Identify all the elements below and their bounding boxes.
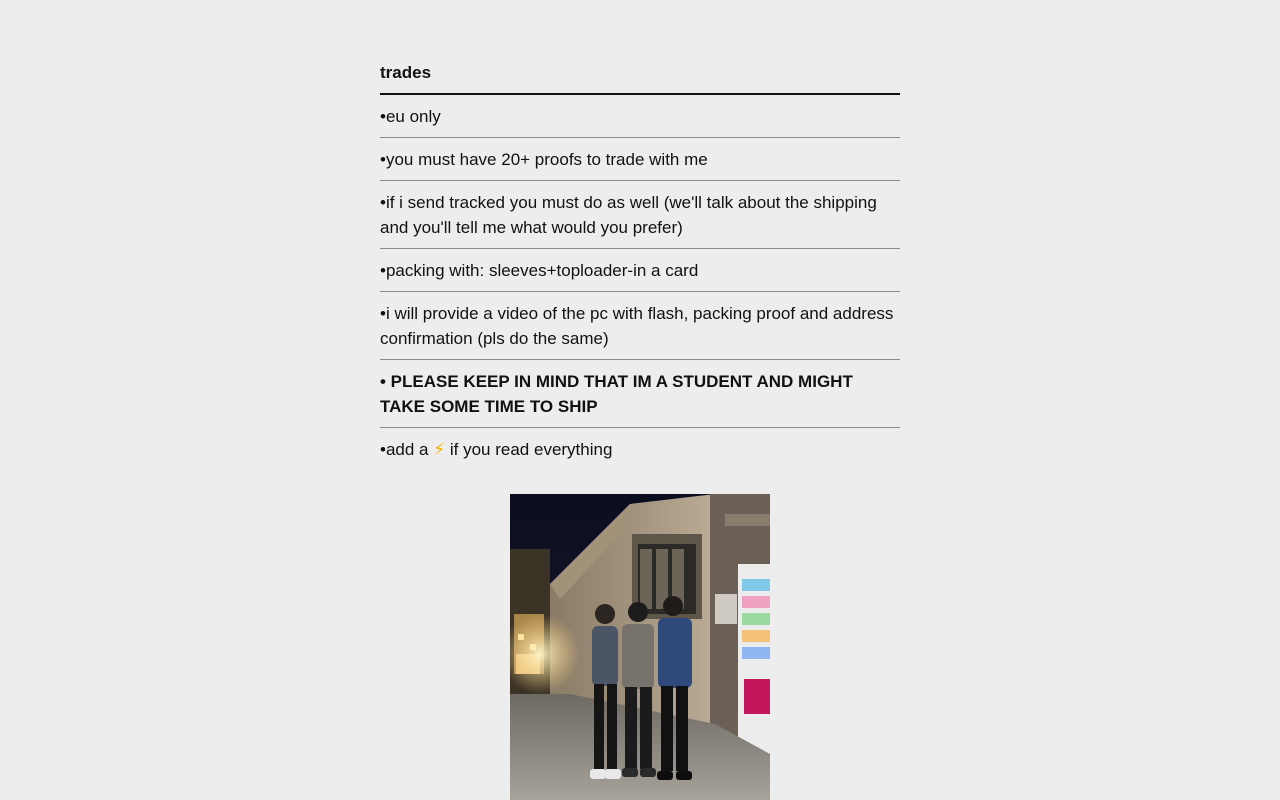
rule-item-student-notice: • PLEASE KEEP IN MIND THAT IM A STUDENT AND MIGHT TAKE SOME TIME TO SHIP [380, 360, 900, 428]
rule-item-read-check [380, 428, 900, 470]
rule-item-tracked-shipping: •if i send tracked you must do as well (we'll talk about the shipping and you'll tell me what would you prefer) [380, 181, 900, 249]
rule-item-packing: •packing with: sleeves+toploader-in a card [380, 249, 900, 292]
section-title: trades [380, 60, 900, 95]
rule-item-video-proof: •i will provide a video of the pc with flash, packing proof and address confirmation (pls do the same) [380, 292, 900, 360]
rule-text-suffix: if you read everything [445, 440, 613, 459]
rule-text-prefix: •add a [380, 440, 434, 459]
rules-list [380, 95, 900, 470]
rule-item-proofs: •you must have 20+ proofs to trade with me [380, 138, 900, 181]
trades-section [380, 60, 900, 470]
group-photo [510, 494, 770, 800]
lightning-icon: ⚡ [433, 440, 446, 459]
rule-item-eu-only: •eu only [380, 95, 900, 138]
